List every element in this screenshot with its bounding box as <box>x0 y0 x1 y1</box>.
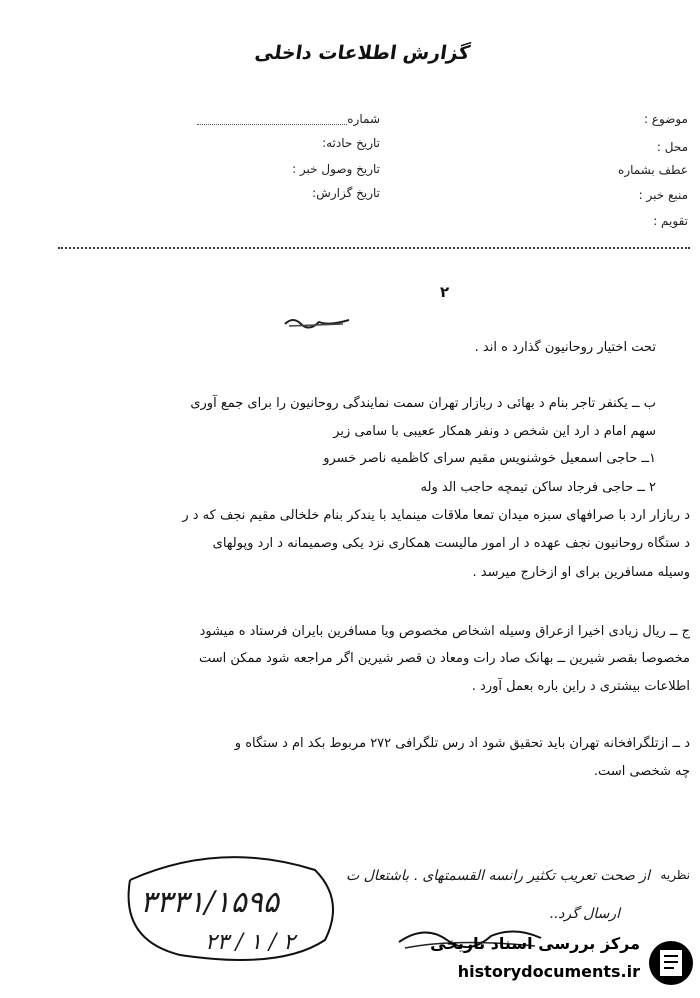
assessment-label: تقویم : <box>653 214 688 228</box>
dotted-separator <box>58 247 690 249</box>
stamp-number: ۳۳۳۱/۱۵۹۵ <box>140 885 280 920</box>
body-line-6: د ربازار ارد با صرافهای سبزه میدان تمعا ملاقات مینماید با یندکر بنام خلخالی مقیم نجف که د ر <box>182 508 690 523</box>
page-number: ۲ <box>440 283 450 301</box>
redaction-scribble <box>283 312 353 332</box>
registration-stamp <box>100 840 350 980</box>
body-line-13: چه شخصی است. <box>593 764 690 779</box>
incident-date-label: تاریخ حادثه: <box>322 136 380 150</box>
report-date-label: تاریخ گزارش: <box>312 186 380 200</box>
handwritten-note: از صحت تعریب تکثیر رانسه القسمتهای . باشتعال ت <box>346 868 650 884</box>
body-line-9: ج ــ ریال زیادی اخیرا ازعراق وسیله اشخاص مخصوص ویا مسافرین بایران فرستاد ه میشود <box>199 624 690 639</box>
place-label: محل : <box>656 140 688 154</box>
opinion-label: نظریه <box>660 868 690 882</box>
watermark <box>420 930 700 998</box>
body-line-1: تحت اختیار روحانیون گذارد ه اند . <box>474 340 656 355</box>
document-center-logo-icon <box>646 938 696 988</box>
body-line-3: سهم امام د ارد این شخص د ونفر همکار ععیبی با سامی زیر <box>333 424 656 439</box>
body-line-8: وسیله مسافرین برای او ازخارج میرسد . <box>472 565 690 580</box>
stamp-sub: ۲۳ / ۱ / ۲ <box>205 930 296 955</box>
source-label: منبع خبر : <box>638 188 688 202</box>
body-line-4: ۱ــ حاجی اسمعیل خوشنویس مقیم سرای کاظمیه ناصر خسرو <box>323 451 656 466</box>
subject-label: موضوع : <box>643 112 688 126</box>
number-label: شماره <box>347 112 380 126</box>
body-line-2: ب ــ یکنفر تاجر بنام د بهائی د ربازار تهران سمت نمایندگی روحانیون را برای جمع آوری <box>190 396 656 411</box>
body-line-11: اطلاعات بیشتری د راین باره بعمل آورد . <box>471 679 690 694</box>
receipt-date-label: تاریخ وصول خبر : <box>292 162 380 176</box>
body-line-7: د ستگاه روحانیون نجف عهده د ار امور مالیست همکاری نزد یکی وصمیمانه د ارد وپولهای <box>212 536 690 551</box>
reference-label: عطف بشماره <box>618 163 688 177</box>
handwritten-signoff: ارسال گرد.. <box>549 906 620 922</box>
body-line-10: مخصوصا بقصر شیرین ــ بهانک صاد رات ومعاد ن قصر شیرین اگر مراجعه شود ممکن است <box>198 651 690 666</box>
body-line-12: د ــ ازتلگرافخانه تهران باید تحقیق شود اد رس تلگرافی ۲۷۲ مربوط بکد ام د ستگاه و <box>234 736 690 751</box>
watermark-url: historydocuments.ir <box>457 962 640 981</box>
watermark-name: مرکز بررسی اسناد تاریخی <box>430 934 640 953</box>
report-title: گزارش اطلاعات داخلی <box>253 42 472 64</box>
body-line-5: ۲ ــ حاجی فرجاد ساکن تیمچه حاجب الد وله <box>420 480 656 495</box>
number-field <box>191 112 380 126</box>
number-dots <box>197 115 347 125</box>
